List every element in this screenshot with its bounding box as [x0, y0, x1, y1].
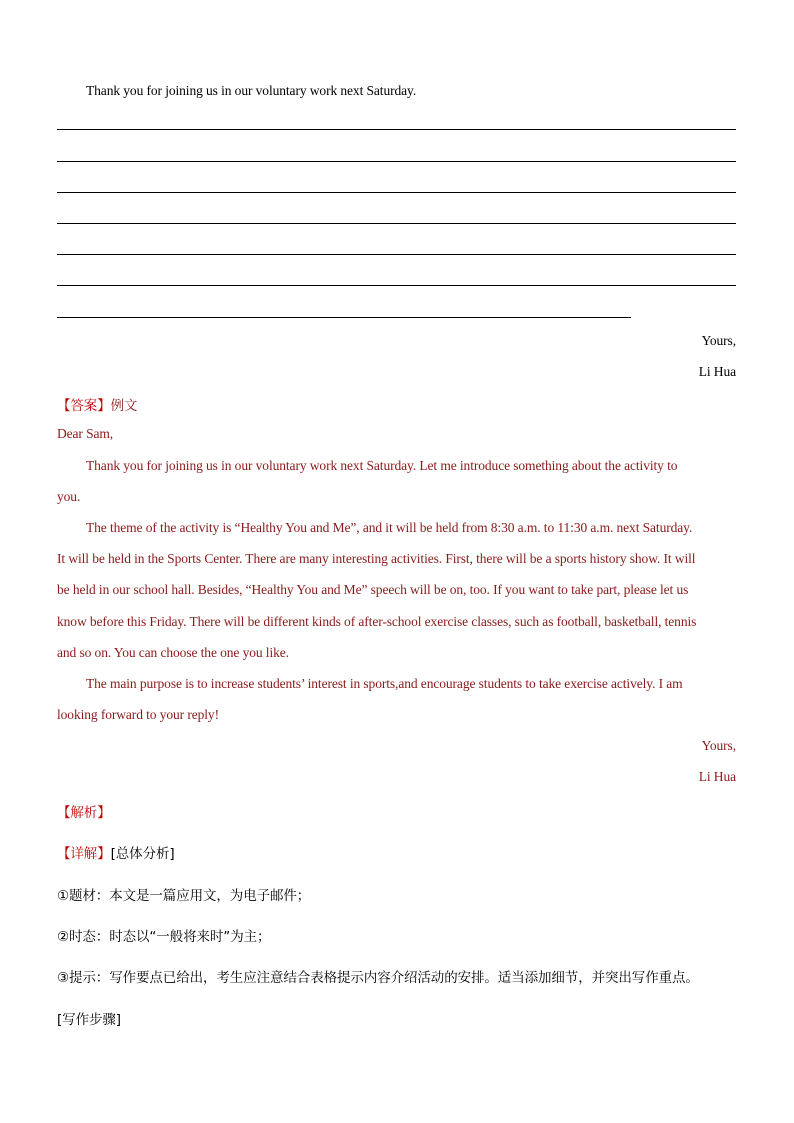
writing-line [57, 192, 736, 193]
answer-line: The main purpose is to increase students’ interest in sports,and encourage students to take exercise actively. I am [86, 676, 683, 691]
answer-line: be held in our school hall. Besides, “Healthy You and Me” speech will be on, too. If you want to take part, please let us [57, 582, 689, 597]
answer-line: you. [57, 489, 81, 504]
analysis-label: 【解析】 [57, 805, 111, 821]
prompt-opening: Thank you for joining us in our voluntary work next Saturday. [86, 83, 417, 98]
writing-line [57, 254, 736, 255]
writing-line [57, 223, 736, 224]
detail-title: [总体分析] [110, 846, 175, 862]
writing-line [57, 317, 631, 318]
answer-heading [57, 394, 137, 414]
answer-line: looking forward to your reply! [57, 707, 219, 722]
prompt-closing: Yours, [701, 333, 736, 348]
prompt-signature: Li Hua [698, 364, 736, 379]
analysis-point: ③提示：写作要点已给出，考生应注意结合表格提示内容介绍活动的安排。适当添加细节，并突出写作重点。 [57, 970, 699, 986]
answer-line: The theme of the activity is “Healthy You and Me”, and it will be held from 8:30 a.m. to 11:30 a.m. next Saturday. [86, 520, 693, 535]
writing-line [57, 129, 736, 130]
analysis-detail-heading [57, 842, 175, 862]
answer-type: 例文 [110, 398, 138, 414]
answer-line: and so on. You can choose the one you like. [57, 645, 289, 660]
answer-label: 【答案】 [57, 398, 111, 414]
answer-line: know before this Friday. There will be different kinds of after-school exercise classes, such as football, basketball, tennis [57, 614, 697, 629]
writing-steps-title: [写作步骤] [57, 1012, 121, 1028]
detail-label: 【详解】 [57, 846, 111, 862]
answer-line: It will be held in the Sports Center. There are many interesting activities. First, there will be a sports history show. It will [57, 551, 696, 566]
analysis-point: ②时态：时态以“一般将来时”为主； [57, 929, 271, 945]
writing-line [57, 161, 736, 162]
answer-closing: Yours, [701, 738, 736, 753]
answer-line: Thank you for joining us in our voluntary work next Saturday. Let me introduce something about the activity to [86, 458, 678, 473]
answer-signature: Li Hua [698, 769, 736, 784]
analysis-point: ①题材：本文是一篇应用文，为电子邮件； [57, 888, 311, 904]
answer-greeting: Dear Sam, [57, 426, 114, 441]
writing-line [57, 285, 736, 286]
